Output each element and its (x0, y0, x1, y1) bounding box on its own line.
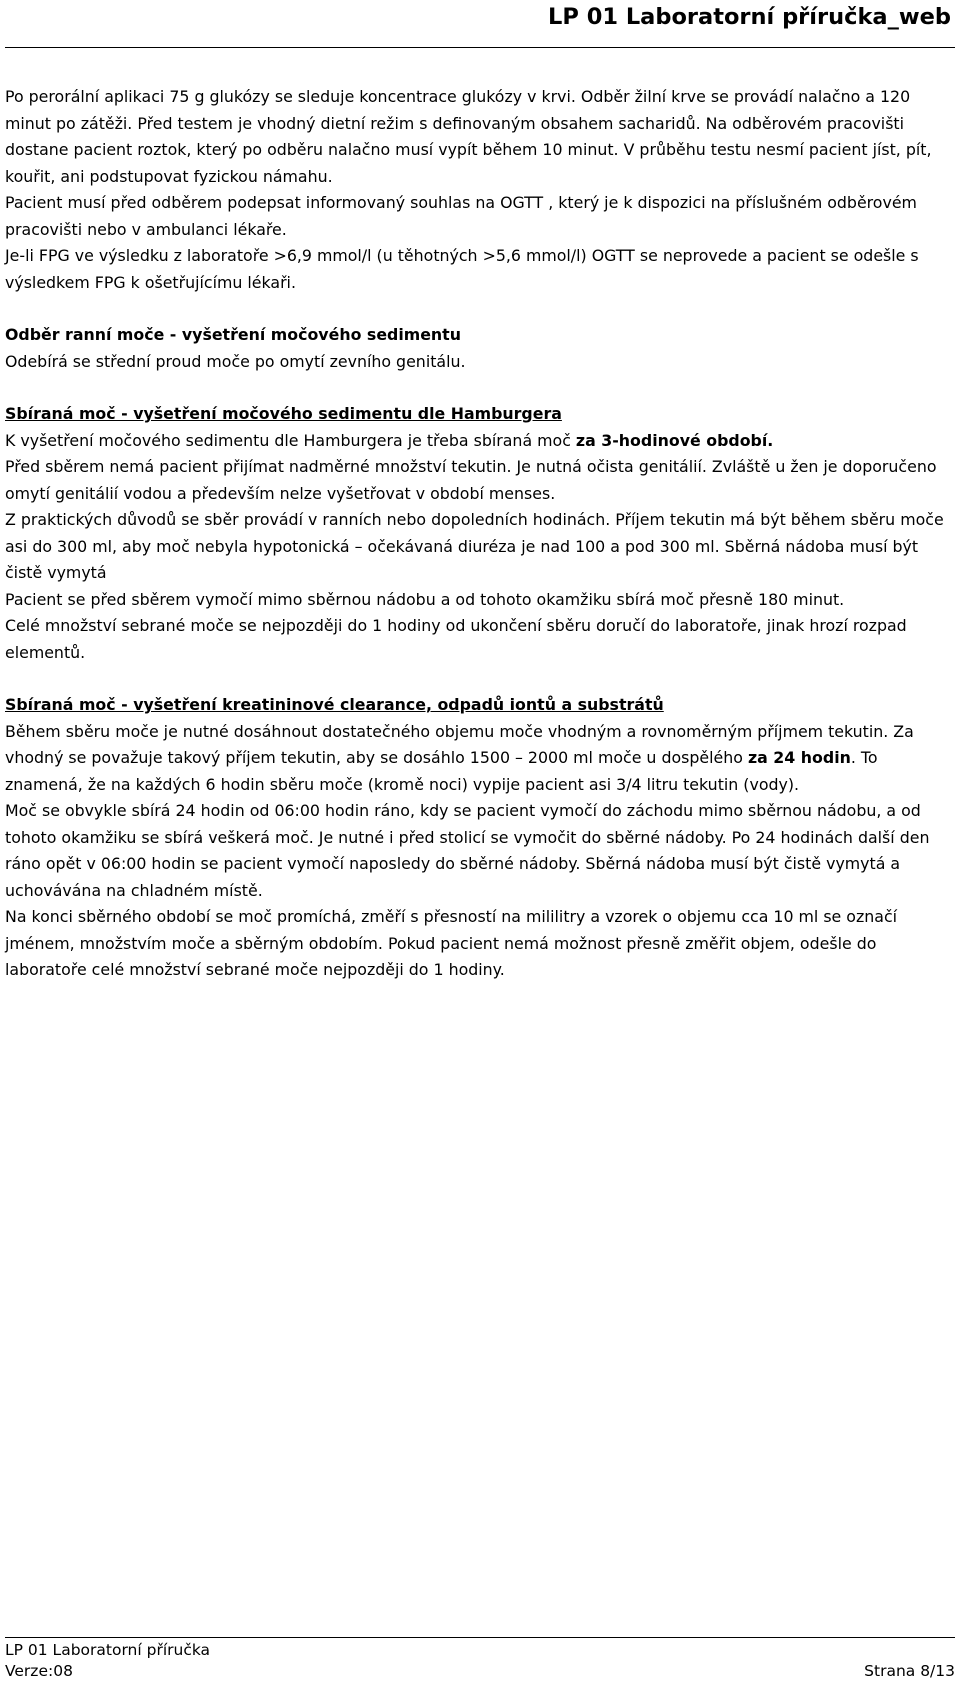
footer-page-number: Strana 8/13 (864, 1662, 955, 1680)
document-title: LP 01 Laboratorní příručka_web (548, 4, 951, 30)
footer-document-name: LP 01 Laboratorní příručka (5, 1641, 211, 1659)
page-header (5, 0, 955, 48)
page-footer (5, 1637, 955, 1683)
hamburger-paragraph-1 (5, 428, 955, 455)
ogtt-paragraph-2: Pacient musí před odběrem podepsat informovaný souhlas na OGTT , který je k dispozici na příslušném odběrovém pracovišti nebo v ambulanci lékaře. (5, 193, 917, 239)
clearance-section (5, 692, 955, 984)
section-heading-clearance: Sbíraná moč - vyšetření kreatininové clearance, odpadů iontů a substrátů (5, 695, 664, 714)
footer-version: Verze:08 (5, 1662, 73, 1680)
hamburger-paragraph-5: Celé množství sebrané moče se nejpozději do 1 hodiny od ukončení sběru doručí do laboratoře, jinak hrozí rozpad elementů. (5, 616, 907, 662)
section-heading-hamburger: Sbíraná moč - vyšetření močového sedimentu dle Hamburgera (5, 404, 562, 423)
morning-urine-paragraph: Odebírá se střední proud moče po omytí zevního genitálu. (5, 351, 466, 371)
section-heading-morning-urine: Odběr ranní moče - vyšetření močového sedimentu (5, 325, 461, 344)
document-body (5, 84, 955, 984)
hamburger-section (5, 401, 955, 666)
clearance-p1-emphasis: za 24 hodin (747, 748, 851, 767)
clearance-p1-text-a: Během sběru moče je nutné dosáhnout dostatečného objemu moče vhodným a rovnoměrným příjmem tekutin. Za vhodný se považuje takový příjem tekutin, aby se dosáhlo 1500 – 2000 ml moče u dospělého (5, 721, 914, 767)
morning-urine-section (5, 322, 955, 375)
hamburger-paragraph-3: Z praktických důvodů se sběr provádí v ranních nebo dopoledních hodinách. Příjem tekutin má být během sběru moče asi do 300 ml, aby moč nebyla hypotonická – očekávaná diuréza je nad 100 a pod 300 ml. Sběrná nádoba musí být čistě vymytá (5, 510, 944, 582)
ogtt-paragraph-1: Po perorální aplikaci 75 g glukózy se sleduje koncentrace glukózy v krvi. Odběr žilní krve se provádí nalačno a 120 minut po zátěži. Před testem je vhodný dietní režim s definovaným obsahem sacharidů. Na odběrovém pracovišti dostane pacient roztok, který po odběru nalačno musí vypít během 10 minut. V průběhu testu nesmí pacient jíst, pít, kouřit, ani podstupovat fyzickou námahu. (5, 87, 932, 186)
clearance-p1-text-c: . To znamená, že na každých 6 hodin sběru moče (kromě noci) vypije pacient asi 3/4 litru tekutin (vody). (5, 748, 878, 794)
hamburger-p1-emphasis: za 3-hodinové období. (575, 430, 774, 450)
clearance-paragraph-3: Na konci sběrného období se moč promíchá, změří s přesností na mililitry a vzorek o objemu cca 10 ml se označí jménem, množstvím moče a sběrným obdobím. Pokud pacient nemá možnost přesně změřit objem, odešle do laboratoře celé množství sebrané moče nejpozději do 1 hodiny. (5, 907, 898, 979)
hamburger-paragraph-4: Pacient se před sběrem vymočí mimo sběrnou nádobu a od tohoto okamžiku sbírá moč přesně 180 minut. (5, 589, 845, 609)
clearance-paragraph-1 (5, 719, 955, 799)
hamburger-paragraph-2: Před sběrem nemá pacient přijímat nadměrné množství tekutin. Je nutná očista genitálií. Zvláště u žen je doporučeno omytí genitálií vodou a především nelze vyšetřovat v období menses. (5, 457, 937, 503)
ogtt-paragraph-3: Je-li FPG ve výsledku z laboratoře >6,9 mmol/l (u těhotných >5,6 mmol/l) OGTT se neprovede a pacient se odešle s výsledkem FPG k ošetřujícímu lékaři. (5, 246, 919, 292)
clearance-paragraph-2: Moč se obvykle sbírá 24 hodin od 06:00 hodin ráno, kdy se pacient vymočí do záchodu mimo sběrnou nádobu, a od tohoto okamžiku se sbírá veškerá moč. Je nutné i před stolicí se vymočit do sběrné nádoby. Po 24 hodinách další den ráno opět v 06:00 hodin se pacient vymočí naposledy do sběrné nádoby. Sběrná nádoba musí být čistě vymytá a uchovávána na chladném místě. (5, 801, 930, 900)
ogtt-section (5, 84, 955, 296)
hamburger-p1-text: K vyšetření močového sedimentu dle Hamburgera je třeba sbíraná moč (5, 430, 576, 450)
